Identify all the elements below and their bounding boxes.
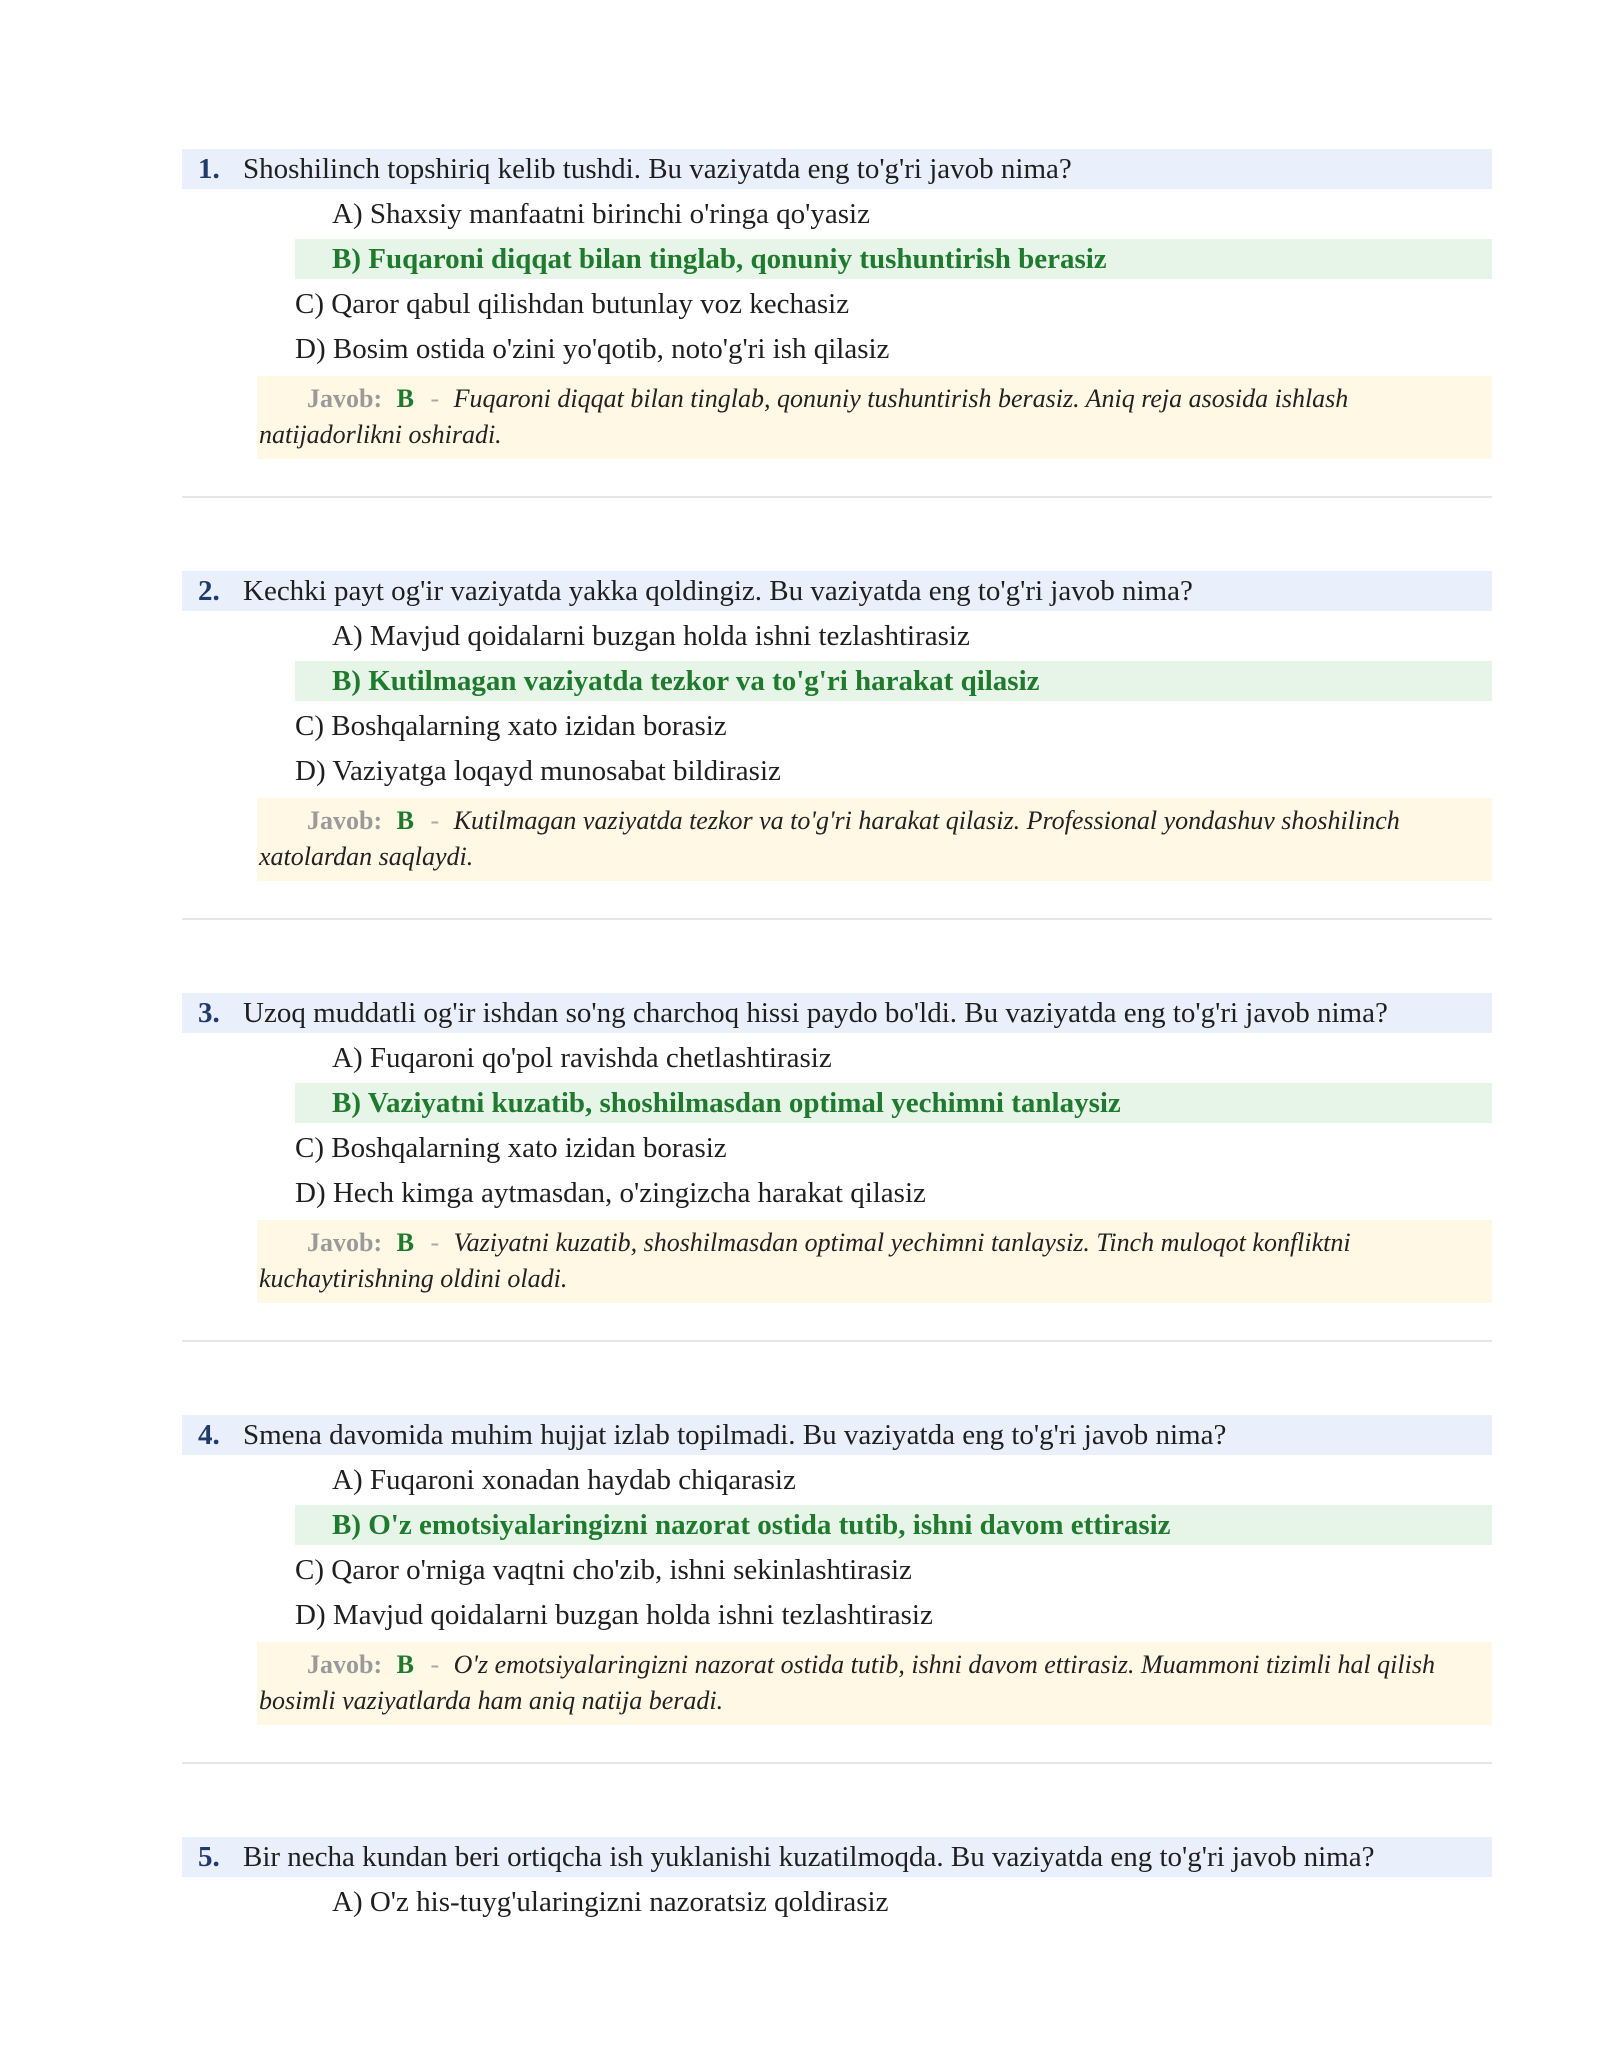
question-header [182, 149, 1492, 189]
answer-letter: B [396, 806, 414, 835]
option-d [182, 329, 1492, 369]
answer-label: Javob: [307, 1650, 383, 1679]
question-text: Smena davomida muhim hujjat izlab topilmadi. Bu vaziyatda eng to'g'ri javob nima? [243, 1419, 1227, 1451]
divider [182, 1762, 1492, 1764]
question-5 [182, 1837, 1492, 1922]
option-text: C) Qaror qabul qilishdan butunlay voz kechasiz [295, 288, 850, 320]
answer-box [257, 1220, 1492, 1303]
answer-letter: B [396, 384, 414, 413]
question-number: 2. [198, 575, 220, 607]
option-text: A) Fuqaroni qo'pol ravishda chetlashtirasiz [332, 1042, 832, 1074]
answer-label: Javob: [307, 384, 383, 413]
question-text: Shoshilinch topshiriq kelib tushdi. Bu vaziyatda eng to'g'ri javob nima? [243, 153, 1072, 185]
question-text: Bir necha kundan beri ortiqcha ish yuklanishi kuzatilmoqda. Bu vaziyatda eng to'g'ri javob nima? [243, 1841, 1375, 1873]
answer-label: Javob: [307, 806, 383, 835]
option-text: C) Boshqalarning xato izidan borasiz [295, 710, 727, 742]
answer-letter: B [396, 1650, 414, 1679]
question-1 [182, 149, 1492, 459]
option-text: A) Shaxsiy manfaatni birinchi o'ringa qo'yasiz [332, 198, 870, 230]
option-c [182, 1550, 1492, 1590]
answer-separator: - [430, 1228, 440, 1257]
option-b-correct [295, 239, 1492, 279]
question-text: Uzoq muddatli og'ir ishdan so'ng charchoq hissi paydo bo'ldi. Bu vaziyatda eng to'g'ri javob nima? [243, 997, 1388, 1029]
option-d [182, 1595, 1492, 1635]
answer-box [257, 376, 1492, 459]
option-text: D) Hech kimga aytmasdan, o'zingizcha harakat qilasiz [295, 1177, 926, 1209]
question-number: 1. [198, 153, 220, 185]
option-a [182, 194, 1492, 234]
answer-explanation: O'z emotsiyalaringizni nazorat ostida tutib, ishni davom ettirasiz. Muammoni tizimli hal qilish bosimli vaziyatlarda ham aniq natija beradi. [259, 1650, 1435, 1715]
answer-explanation: Kutilmagan vaziyatda tezkor va to'g'ri harakat qilasiz. Professional yondashuv shoshilinch xatolardan saqlaydi. [259, 806, 1400, 871]
option-text: A) Mavjud qoidalarni buzgan holda ishni tezlashtirasiz [332, 620, 970, 652]
option-text: B) Kutilmagan vaziyatda tezkor va to'g'ri harakat qilasiz [332, 665, 1040, 697]
option-text: D) Bosim ostida o'zini yo'qotib, noto'g'ri ish qilasiz [295, 333, 890, 365]
question-2 [182, 571, 1492, 881]
question-3 [182, 993, 1492, 1303]
option-text: B) Fuqaroni diqqat bilan tinglab, qonuniy tushuntirish berasiz [332, 243, 1107, 275]
option-a [182, 616, 1492, 656]
answer-letter: B [396, 1228, 414, 1257]
option-text: B) O'z emotsiyalaringizni nazorat ostida tutib, ishni davom ettirasiz [332, 1509, 1171, 1541]
question-number: 4. [198, 1419, 220, 1451]
answer-separator: - [430, 806, 440, 835]
option-text: C) Boshqalarning xato izidan borasiz [295, 1132, 727, 1164]
option-text: D) Vaziyatga loqayd munosabat bildirasiz [295, 755, 781, 787]
option-a [182, 1460, 1492, 1500]
answer-separator: - [430, 384, 440, 413]
option-b-correct [295, 1505, 1492, 1545]
question-header [182, 993, 1492, 1033]
divider [182, 496, 1492, 498]
option-a [182, 1038, 1492, 1078]
option-text: D) Mavjud qoidalarni buzgan holda ishni tezlashtirasiz [295, 1599, 933, 1631]
option-c [182, 284, 1492, 324]
question-number: 3. [198, 997, 220, 1029]
answer-separator: - [430, 1650, 440, 1679]
answer-box [257, 1642, 1492, 1725]
answer-box [257, 798, 1492, 881]
option-text: A) Fuqaroni xonadan haydab chiqarasiz [332, 1464, 796, 1496]
option-d [182, 751, 1492, 791]
answer-explanation: Vaziyatni kuzatib, shoshilmasdan optimal yechimni tanlaysiz. Tinch muloqot konfliktni kuchaytirishning oldini oladi. [259, 1228, 1351, 1293]
option-text: B) Vaziyatni kuzatib, shoshilmasdan optimal yechimni tanlaysiz [332, 1087, 1121, 1119]
answer-label: Javob: [307, 1228, 383, 1257]
question-number: 5. [198, 1841, 220, 1873]
option-text: C) Qaror o'rniga vaqtni cho'zib, ishni sekinlashtirasiz [295, 1554, 912, 1586]
option-b-correct [295, 661, 1492, 701]
divider [182, 918, 1492, 920]
option-d [182, 1173, 1492, 1213]
question-text: Kechki payt og'ir vaziyatda yakka qoldingiz. Bu vaziyatda eng to'g'ri javob nima? [243, 575, 1193, 607]
question-4 [182, 1415, 1492, 1725]
option-text: A) O'z his-tuyg'ularingizni nazoratsiz qoldirasiz [332, 1886, 889, 1918]
option-c [182, 706, 1492, 746]
question-header [182, 571, 1492, 611]
divider [182, 1340, 1492, 1342]
option-b-correct [295, 1083, 1492, 1123]
option-c [182, 1128, 1492, 1168]
question-header [182, 1415, 1492, 1455]
question-header [182, 1837, 1492, 1877]
answer-explanation: Fuqaroni diqqat bilan tinglab, qonuniy tushuntirish berasiz. Aniq reja asosida ishlash natijadorlikni oshiradi. [259, 384, 1349, 449]
option-a [182, 1882, 1492, 1922]
